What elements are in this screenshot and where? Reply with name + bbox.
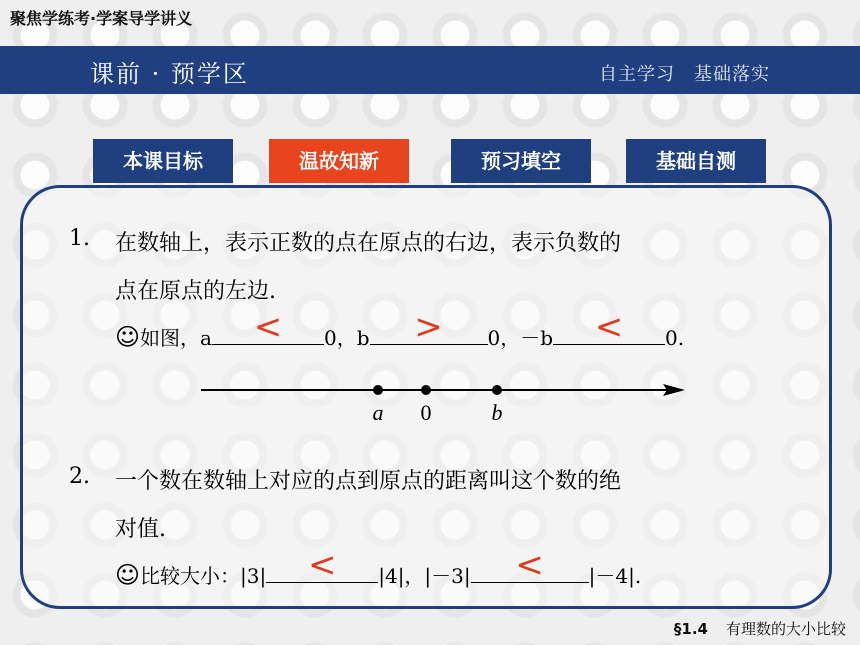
answer-2: > bbox=[414, 307, 443, 347]
item-1-line-2: 点在原点的左边. bbox=[115, 279, 276, 304]
tab-preview-fill[interactable]: 预习填空 bbox=[451, 139, 591, 183]
page-footer bbox=[674, 618, 846, 639]
footer-title: 有理数的大小比较 bbox=[725, 620, 846, 638]
item-2-mid-1: |4|，|－3| bbox=[378, 564, 471, 588]
item-2-number: 2. bbox=[69, 464, 90, 489]
section-header bbox=[0, 46, 860, 94]
label-origin: 0 bbox=[420, 400, 432, 425]
answer-blank-2[interactable] bbox=[370, 307, 488, 347]
item-2-q-prefix: 比较大小：|3| bbox=[140, 564, 267, 588]
label-a: a bbox=[372, 400, 384, 425]
point-origin bbox=[421, 385, 431, 395]
item-1-q-prefix: 如图，a bbox=[140, 326, 212, 350]
content-panel bbox=[20, 185, 832, 609]
item-1-mid-2: 0，－b bbox=[487, 326, 554, 350]
point-a bbox=[373, 385, 383, 395]
point-b bbox=[492, 385, 502, 395]
item-1-end: 0. bbox=[665, 326, 685, 350]
smiley-icon: ☺ bbox=[115, 323, 141, 351]
section-subtitle: 自主学习 基础落实 bbox=[599, 64, 770, 85]
answer-blank-1[interactable] bbox=[212, 307, 324, 347]
item-1-mid-1: 0，b bbox=[323, 326, 370, 350]
answer-3: < bbox=[594, 307, 624, 347]
item-2-line-1: 一个数在数轴上对应的点到原点的距离叫这个数的绝 bbox=[115, 469, 622, 494]
item-1-number: 1. bbox=[69, 226, 90, 251]
tab-bar bbox=[0, 139, 860, 185]
answer-blank-4[interactable] bbox=[266, 545, 378, 585]
answer-1: < bbox=[253, 307, 283, 347]
tab-basic-test[interactable]: 基础自测 bbox=[626, 139, 766, 183]
answer-blank-5[interactable] bbox=[471, 545, 589, 585]
book-title: 聚焦学练考·学案导学讲义 bbox=[10, 9, 193, 28]
number-line-figure bbox=[23, 368, 829, 428]
answer-4: < bbox=[307, 545, 337, 585]
item-1-line-1: 在数轴上，表示正数的点在原点的右边，表示负数的 bbox=[115, 231, 622, 256]
item-2-question bbox=[115, 545, 642, 589]
item-1 bbox=[69, 226, 809, 356]
section-title: 课前 · 预学区 bbox=[90, 60, 249, 88]
smiley-icon: ☺ bbox=[115, 561, 141, 589]
item-1-question bbox=[115, 307, 685, 351]
label-b: b bbox=[491, 400, 503, 425]
tab-review[interactable]: 温故知新 bbox=[269, 139, 409, 183]
item-2 bbox=[69, 464, 809, 594]
tab-lesson-goals[interactable]: 本课目标 bbox=[93, 139, 233, 183]
answer-blank-3[interactable] bbox=[553, 307, 665, 347]
answer-5: < bbox=[515, 545, 544, 585]
item-2-line-2: 对值. bbox=[115, 517, 166, 542]
footer-section: §1.4 bbox=[673, 620, 708, 638]
item-2-end: |－4|. bbox=[588, 564, 642, 588]
